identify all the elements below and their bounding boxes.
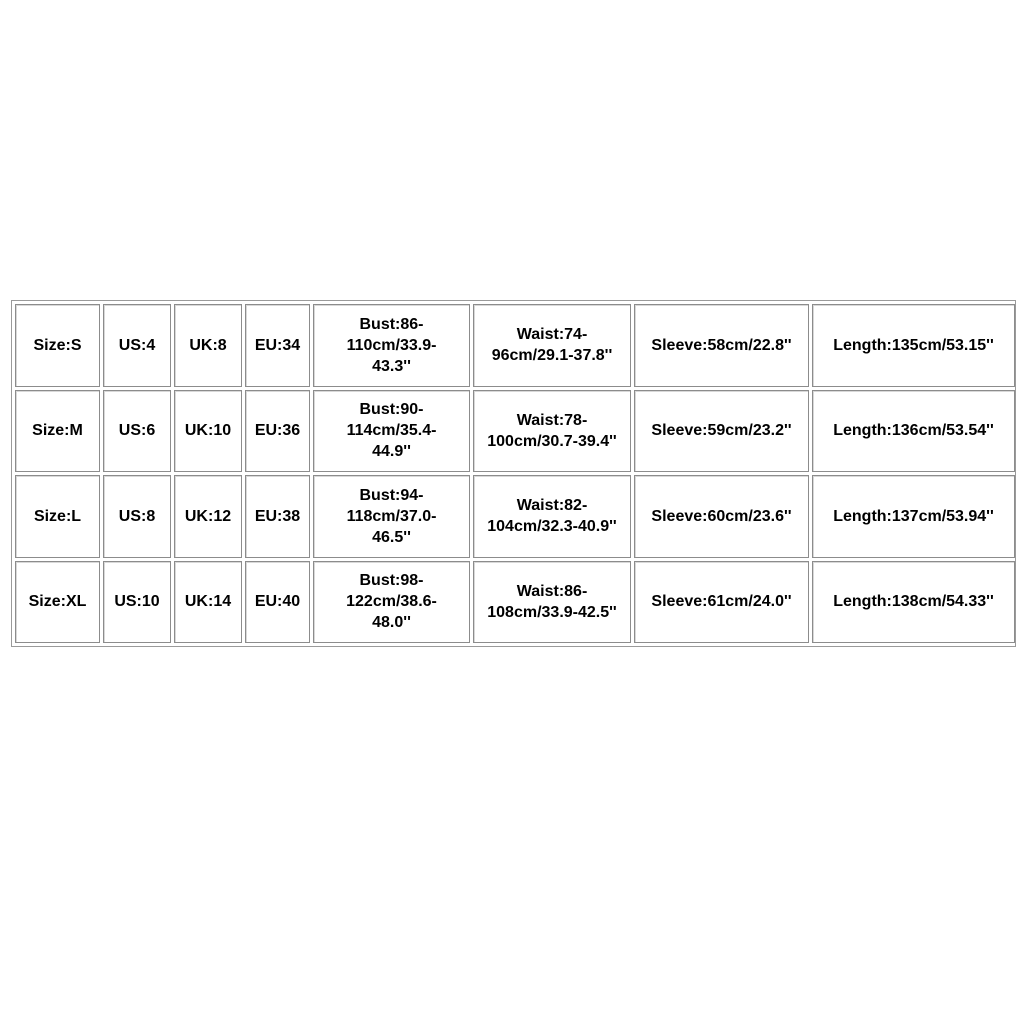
- table-row: [15, 390, 1015, 473]
- sleeve-cell: Sleeve:58cm/22.8'': [634, 304, 809, 387]
- sleeve-cell: Sleeve:59cm/23.2'': [634, 390, 809, 473]
- waist-cell: [473, 475, 631, 558]
- length-cell: Length:136cm/53.54'': [812, 390, 1015, 473]
- waist-line: Waist:78-: [516, 411, 588, 429]
- bust-line: 122cm/38.6-: [346, 593, 437, 611]
- uk-size-cell: UK:8: [174, 304, 242, 387]
- size-cell: Size:S: [15, 304, 100, 387]
- size-cell: Size:XL: [15, 561, 100, 644]
- bust-cell: [313, 475, 470, 558]
- us-size-cell: US:4: [103, 304, 171, 387]
- bust-cell: [313, 390, 470, 473]
- table-row: [15, 475, 1015, 558]
- waist-line: Waist:82-: [516, 497, 588, 515]
- bust-cell: [313, 561, 470, 644]
- eu-size-cell: EU:38: [245, 475, 310, 558]
- bust-line: 118cm/37.0-: [346, 507, 437, 525]
- bust-line: 43.3'': [372, 357, 411, 375]
- bust-line: Bust:90-: [359, 401, 424, 419]
- uk-size-cell: UK:14: [174, 561, 242, 644]
- uk-size-cell: UK:12: [174, 475, 242, 558]
- bust-line: 44.9'': [372, 443, 411, 461]
- waist-cell: [473, 390, 631, 473]
- length-cell: Length:138cm/54.33'': [812, 561, 1015, 644]
- bust-line: 114cm/35.4-: [346, 422, 437, 440]
- size-cell: Size:M: [15, 390, 100, 473]
- size-cell: Size:L: [15, 475, 100, 558]
- length-cell: Length:137cm/53.94'': [812, 475, 1015, 558]
- waist-cell: [473, 304, 631, 387]
- us-size-cell: US:6: [103, 390, 171, 473]
- waist-line: Waist:74-: [516, 326, 588, 344]
- table-row: [15, 561, 1015, 644]
- uk-size-cell: UK:10: [174, 390, 242, 473]
- bust-line: Bust:86-: [359, 315, 424, 333]
- us-size-cell: US:10: [103, 561, 171, 644]
- waist-line: 96cm/29.1-37.8'': [491, 347, 613, 365]
- waist-line: Waist:86-: [516, 582, 588, 600]
- size-chart-table: [12, 301, 1018, 646]
- table-row: [15, 304, 1015, 387]
- bust-line: 110cm/33.9-: [346, 336, 437, 354]
- bust-line: Bust:98-: [359, 572, 424, 590]
- eu-size-cell: EU:36: [245, 390, 310, 473]
- size-chart: [11, 300, 1016, 647]
- bust-line: Bust:94-: [359, 486, 424, 504]
- waist-line: 104cm/32.3-40.9'': [487, 518, 617, 536]
- us-size-cell: US:8: [103, 475, 171, 558]
- waist-cell: [473, 561, 631, 644]
- length-cell: Length:135cm/53.15'': [812, 304, 1015, 387]
- sleeve-cell: Sleeve:61cm/24.0'': [634, 561, 809, 644]
- bust-line: 46.5'': [372, 528, 411, 546]
- eu-size-cell: EU:40: [245, 561, 310, 644]
- waist-line: 100cm/30.7-39.4'': [487, 432, 617, 450]
- eu-size-cell: EU:34: [245, 304, 310, 387]
- waist-line: 108cm/33.9-42.5'': [487, 603, 617, 621]
- bust-cell: [313, 304, 470, 387]
- sleeve-cell: Sleeve:60cm/23.6'': [634, 475, 809, 558]
- bust-line: 48.0'': [372, 614, 411, 632]
